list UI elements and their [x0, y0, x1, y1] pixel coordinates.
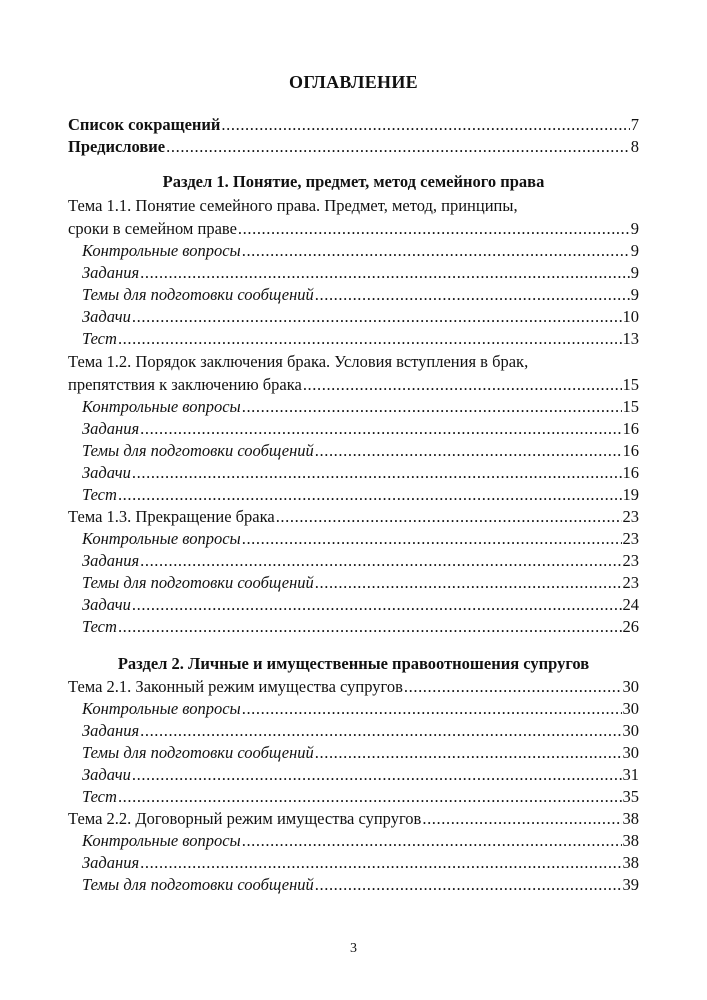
toc-entry-label: Задачи	[82, 765, 131, 784]
toc-entry-label: Предисловие	[68, 137, 166, 156]
leader-dots	[315, 742, 622, 764]
toc-page-number: 26	[622, 617, 639, 636]
leader-dots	[140, 418, 621, 440]
toc-entry-label: Темы для подготовки сообщений	[82, 743, 314, 762]
toc-page-number: 9	[630, 219, 639, 238]
leader-dots	[118, 616, 622, 638]
toc-entry-label: Контрольные вопросы	[82, 831, 241, 850]
toc-page-number: 7	[630, 115, 639, 134]
leader-dots	[132, 462, 622, 484]
toc-subentry[interactable]	[68, 572, 639, 594]
toc-entry-label: Список сокращений	[68, 115, 221, 134]
leader-dots	[422, 808, 621, 830]
toc-subentry[interactable]	[68, 284, 639, 306]
toc-entry-label: Тест	[82, 329, 117, 348]
page-title: ОГЛАВЛЕНИЕ	[289, 72, 418, 92]
toc-page-number: 30	[622, 677, 639, 696]
toc-entry-label: Тема 2.2. Договорный режим имущества супругов	[68, 809, 422, 828]
leader-dots	[242, 396, 622, 418]
toc-page-number: 38	[622, 831, 639, 850]
toc-page-number: 16	[622, 441, 639, 460]
leader-dots	[140, 852, 621, 874]
toc-subentry[interactable]	[68, 240, 639, 262]
toc-page-number: 10	[622, 307, 639, 326]
toc-subentry[interactable]	[68, 396, 639, 418]
toc-entry-abbreviations[interactable]	[68, 114, 639, 136]
toc-entry-label: Темы для подготовки сообщений	[82, 573, 314, 592]
toc-entry-topic-2-1[interactable]	[68, 676, 639, 698]
toc-subentry[interactable]	[68, 720, 639, 742]
toc-subentry[interactable]	[68, 306, 639, 328]
toc-page-number: 15	[622, 397, 639, 416]
toc-page-number: 9	[630, 241, 639, 260]
leader-dots	[118, 786, 622, 808]
toc-page-number: 30	[622, 743, 639, 762]
leader-dots	[118, 328, 622, 350]
toc-subentry[interactable]	[68, 742, 639, 764]
toc-subentry[interactable]	[68, 484, 639, 506]
toc-page-number: 23	[622, 507, 639, 526]
toc-entry-label: Задания	[82, 263, 140, 282]
toc-subentry[interactable]	[68, 418, 639, 440]
leader-dots	[166, 136, 630, 158]
leader-dots	[140, 262, 630, 284]
leader-dots	[242, 830, 622, 852]
toc-entry-topic-1-3[interactable]	[68, 506, 639, 528]
toc-page-number: 23	[622, 573, 639, 592]
toc-page-number: 9	[630, 285, 639, 304]
toc-page-number: 39	[622, 875, 639, 894]
toc-entry-preface[interactable]	[68, 136, 639, 158]
toc-page-number: 38	[622, 809, 639, 828]
toc-page-number: 31	[622, 765, 639, 784]
spacer	[68, 158, 639, 170]
toc-entry-label: Задачи	[82, 463, 131, 482]
toc-entry-label: Задачи	[82, 307, 131, 326]
page-number: 3	[350, 941, 357, 956]
toc-entry-label: Контрольные вопросы	[82, 241, 241, 260]
toc-subentry[interactable]	[68, 328, 639, 350]
toc-entry-label: Тест	[82, 617, 117, 636]
toc-page-number: 24	[622, 595, 639, 614]
leader-dots	[315, 440, 622, 462]
toc-page-number: 35	[622, 787, 639, 806]
toc-entry-label: Тема 2.1. Законный режим имущества супругов	[68, 677, 403, 696]
toc-entry-label: Задачи	[82, 595, 131, 614]
leader-dots	[140, 550, 621, 572]
leader-dots	[404, 676, 622, 698]
toc-entry-label: Темы для подготовки сообщений	[82, 441, 314, 460]
leader-dots	[132, 764, 622, 786]
toc-subentry[interactable]	[68, 616, 639, 638]
toc-entry-label: препятствия к заключению брака	[68, 375, 302, 394]
topic-title-line: Тема 1.1. Понятие семейного права. Предмет, метод, принципы,	[68, 196, 518, 215]
leader-dots	[315, 572, 622, 594]
toc-page-number: 16	[622, 419, 639, 438]
leader-dots	[132, 306, 622, 328]
toc-page-number: 23	[622, 551, 639, 570]
toc-entry-topic-1-1[interactable]	[68, 218, 639, 240]
toc-page-number: 19	[622, 485, 639, 504]
leader-dots	[315, 284, 630, 306]
table-of-contents	[68, 114, 639, 896]
toc-entry-label: Темы для подготовки сообщений	[82, 875, 314, 894]
toc-entry-label: Контрольные вопросы	[82, 397, 241, 416]
leader-dots	[242, 698, 622, 720]
toc-entry-label: Задания	[82, 551, 140, 570]
toc-subentry[interactable]	[68, 830, 639, 852]
toc-subentry[interactable]	[68, 852, 639, 874]
toc-page-number: 9	[630, 263, 639, 282]
toc-entry-label: Тест	[82, 787, 117, 806]
toc-entry-label: Тест	[82, 485, 117, 504]
toc-entry-topic-2-2[interactable]	[68, 808, 639, 830]
toc-subentry[interactable]	[68, 462, 639, 484]
toc-entry-label: Контрольные вопросы	[82, 529, 241, 548]
toc-page-number: 8	[630, 137, 639, 156]
leader-dots	[303, 374, 622, 396]
leader-dots	[242, 528, 622, 550]
leader-dots	[132, 594, 622, 616]
toc-page-number: 23	[622, 529, 639, 548]
toc-subentry[interactable]	[68, 594, 639, 616]
toc-page-number: 13	[622, 329, 639, 348]
toc-entry-label: Тема 1.3. Прекращение брака	[68, 507, 275, 526]
toc-page-number: 15	[622, 375, 639, 394]
leader-dots	[118, 484, 622, 506]
toc-subentry[interactable]	[68, 874, 639, 896]
toc-subentry[interactable]	[68, 550, 639, 572]
toc-entry-label: Контрольные вопросы	[82, 699, 241, 718]
leader-dots	[276, 506, 622, 528]
leader-dots	[238, 218, 630, 240]
toc-page-number: 16	[622, 463, 639, 482]
toc-entry-label: Темы для подготовки сообщений	[82, 285, 314, 304]
toc-page-number: 38	[622, 853, 639, 872]
toc-entry-topic-1-2[interactable]	[68, 374, 639, 396]
toc-entry-label: Задания	[82, 853, 140, 872]
toc-subentry[interactable]	[68, 440, 639, 462]
toc-page-number: 30	[622, 699, 639, 718]
section-heading-2: Раздел 2. Личные и имущественные правоотношения супругов	[117, 654, 590, 673]
toc-subentry[interactable]	[68, 698, 639, 720]
toc-subentry[interactable]	[68, 786, 639, 808]
leader-dots	[242, 240, 630, 262]
spacer	[68, 638, 639, 652]
topic-title-line: Тема 1.2. Порядок заключения брака. Условия вступления в брак,	[68, 352, 529, 371]
leader-dots	[140, 720, 621, 742]
toc-subentry[interactable]	[68, 764, 639, 786]
toc-entry-label: сроки в семейном праве	[68, 219, 237, 238]
toc-entry-label: Задания	[82, 419, 140, 438]
leader-dots	[221, 114, 629, 136]
toc-subentry[interactable]	[68, 528, 639, 550]
leader-dots	[315, 874, 622, 896]
toc-entry-label: Задания	[82, 721, 140, 740]
section-heading-1: Раздел 1. Понятие, предмет, метод семейного права	[162, 172, 545, 191]
toc-subentry[interactable]	[68, 262, 639, 284]
toc-page-number: 30	[622, 721, 639, 740]
